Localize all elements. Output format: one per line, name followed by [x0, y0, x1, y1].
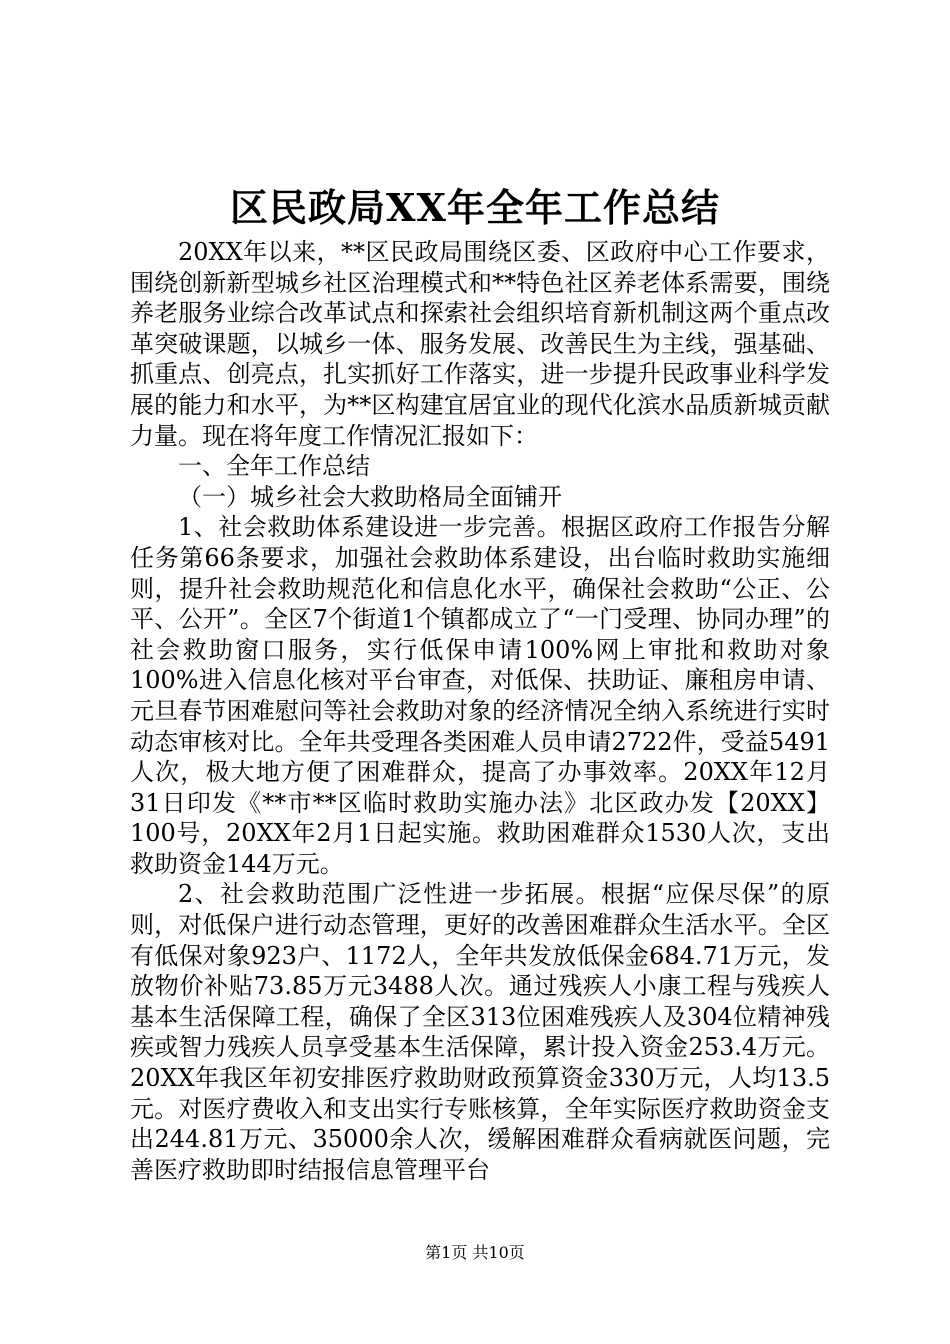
subsection-heading: （一）城乡社会大救助格局全面铺开 — [178, 482, 562, 511]
section-heading: 一、全年工作总结 — [178, 452, 370, 481]
page-number: 第1页 共10页 — [425, 1243, 525, 1262]
body-paragraph: 2、社会救助范围广泛性进一步拓展。根据“应保尽保”的原则，对低保户进行动态管理，更好的改善困难群众生活水平。全区有低保对象923户、1172人，全年共发放低保金684.71万元，发放物价补贴73.85万元3488人次。通过残疾人小康工程与残疾人基本生活保障工程，确保了全区313位困难残疾人及304位精神残疾或智力残疾人员享受基本生活保障，累计投入资金253.4万元。20XX年我区年初安排医疗救助财政预算资金330万元，人均13.5元。对医疗费收入和支出实行专账核算，全年实际医疗救助资金支出244.81万元、35000余人次，缓解困难群众看病就医问题，完善医疗救助即时结报信息管理平台 — [130, 880, 830, 1184]
body-paragraph: 1、社会救助体系建设进一步完善。根据区政府工作报告分解任务第66条要求，加强社会救助体系建设，出台临时救助实施细则，提升社会救助规范化和信息化水平，确保社会救助“公正、公平、公开”。全区7个街道1个镇都成立了“一门受理、协同办理”的社会救助窗口服务，实行低保申请100%网上审批和救助对象100%进入信息化核对平台审查，对低保、扶助证、廉租房申请、元旦春节困难慰问等社会救助对象的经济情况全纳入系统进行实时动态审核对比。全年共受理各类困难人员申请2722件，受益5491人次，极大地方便了困难群众，提高了办事效率。20XX年12月31日印发《**市**区临时救助实施办法》北区政办发【20XX】100号，20XX年2月1日起实施。救助困难群众1530人次，支出救助资金144万元。 — [130, 513, 830, 878]
document-body — [130, 237, 830, 1185]
intro-paragraph: 20XX年以来，**区民政局围绕区委、区政府中心工作要求，围绕创新新型城乡社区治理模式和**特色社区养老体系需要，围绕养老服务业综合改革试点和探索社会组织培育新机制这两个重点改革突破课题，以城乡一体、服务发展、改善民生为主线，强基础、抓重点、创亮点，扎实抓好工作落实，进一步提升民政事业科学发展的能力和水平，为**区构建宜居宜业的现代化滨水品质新城贡献力量。现在将年度工作情况汇报如下： — [130, 238, 830, 450]
page-title: 区民政局XX年全年工作总结 — [230, 185, 720, 230]
